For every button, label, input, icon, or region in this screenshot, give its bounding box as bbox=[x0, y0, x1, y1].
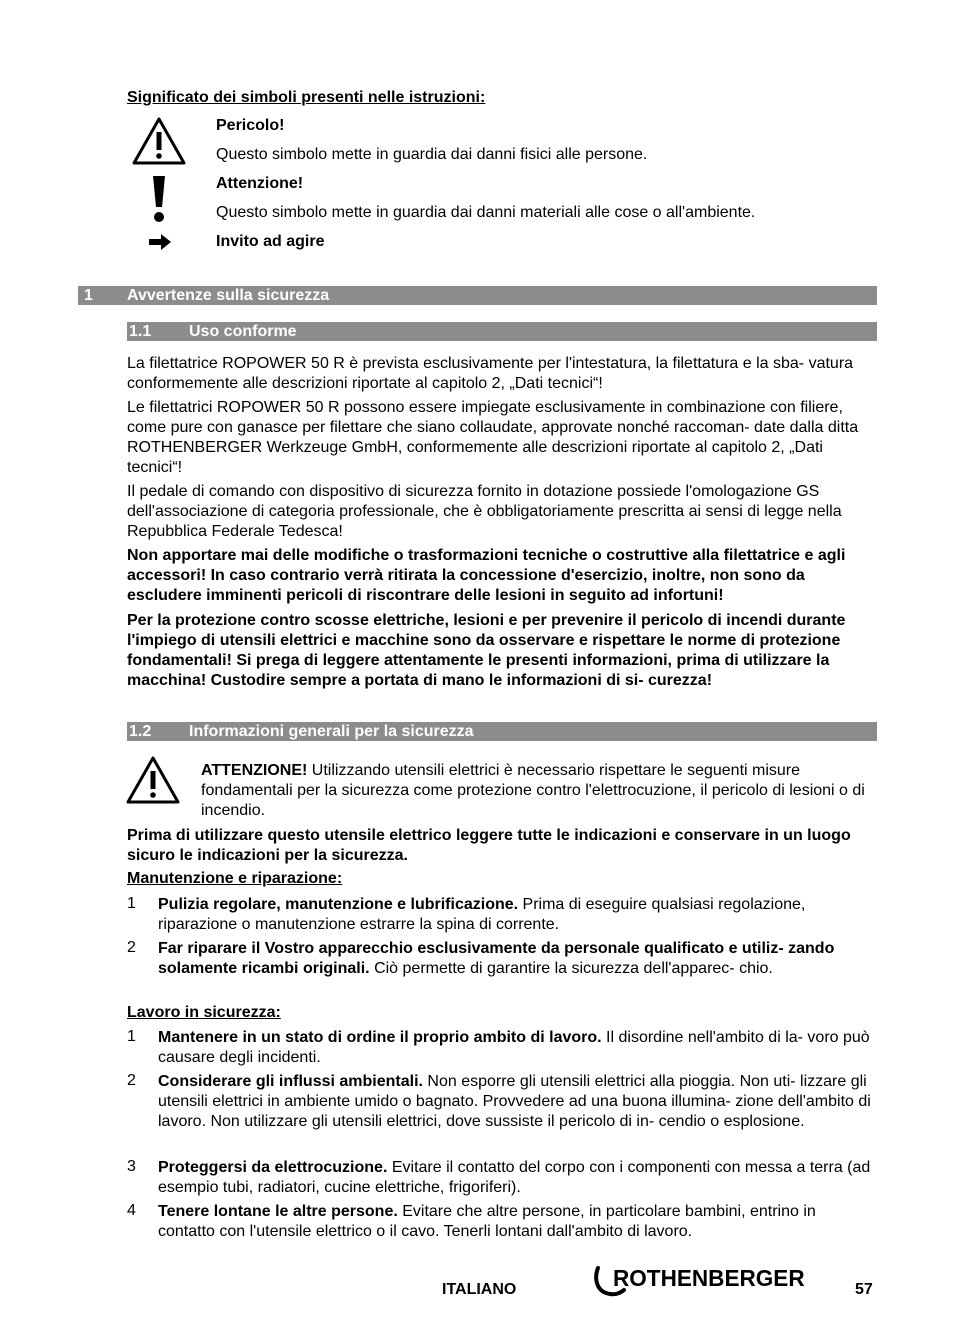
list-item-bold: Proteggersi da elettrocuzione. bbox=[158, 1159, 388, 1176]
list-number: 1 bbox=[127, 895, 136, 912]
caution-title: Attenzione! bbox=[216, 175, 304, 192]
maintenance-heading: Manutenzione e riparazione: bbox=[127, 870, 343, 887]
list-item-text: Ciò permette di garantire la sicurezza dell'apparec- chio. bbox=[369, 960, 773, 977]
list-number: 2 bbox=[127, 1072, 136, 1089]
list-item-bold: Considerare gli influssi ambientali. bbox=[158, 1073, 423, 1090]
paragraph-warning: Non apportare mai delle modifiche o trasformazioni tecniche o costruttive alla filettatrice e agli accessori! In caso contrario verrà ritirata la concessione d'esercizio, inoltre, non sono da escludere imminenti pericoli di riscontrare delle lesioni in seguito ad infortuni! bbox=[127, 547, 846, 604]
list-item-text: Evitare che altre persone, in particolare bambini, entrino in contatto con l'utensile elettrico o il cavo. Tenerli lontani dall'ambito di lavoro. bbox=[158, 1203, 816, 1240]
intro-paragraph: Prima di utilizzare questo utensile elettrico leggere tutte le indicazioni e conservare in un luogo sicuro le indicazioni per la sicurezza. bbox=[127, 827, 851, 864]
section-number: 1 bbox=[84, 287, 93, 304]
arrow-right-icon bbox=[147, 232, 173, 252]
list-item bbox=[127, 1202, 872, 1242]
section-number: 1.1 bbox=[129, 323, 152, 340]
list-item-text: Non esporre gli utensili elettrici alla pioggia. Non uti- lizzare gli utensili elettrici in ambiente umido o bagnato. Provvedere ad una buona illumina- zione dell'ambito di lavoro. Non utilizzare gli utensili elettrici, dove sussiste il pericolo di in- cendio o esplosione. bbox=[158, 1073, 871, 1130]
footer-language: ITALIANO bbox=[442, 1281, 517, 1298]
list-item-bold: Mantenere in un stato di ordine il proprio ambito di lavoro. bbox=[158, 1029, 602, 1046]
section-number: 1.2 bbox=[129, 723, 152, 740]
symbols-heading: Significato dei simboli presenti nelle istruzioni: bbox=[127, 89, 486, 106]
list-item bbox=[127, 895, 872, 935]
list-number: 1 bbox=[127, 1028, 136, 1045]
paragraph: La filettatrice ROPOWER 50 R è prevista esclusivamente per l'intestatura, la filettatura e la sba- vatura conformemente alle descrizioni riportate al capitolo 2, „Dati tecnici“! bbox=[127, 355, 854, 392]
section-1-1-header bbox=[127, 322, 877, 341]
exclamation-icon bbox=[150, 173, 168, 225]
section-title: Uso conforme bbox=[189, 323, 297, 340]
brand-logo bbox=[592, 1264, 830, 1298]
paragraph-warning: Per la protezione contro scosse elettriche, lesioni e per prevenire il pericolo di incendi durante l'impiego di utensili elettrici e macchine sono da osservare e rispettare le norme di protezione fondamentali! Si prega di leggere attentamente le presenti informazioni, prima di utilizzare la macchina! Custodire sempre a portata di mano le informazioni di si- curezza! bbox=[127, 612, 846, 689]
section-1-1-body bbox=[127, 354, 872, 691]
danger-title: Pericolo! bbox=[216, 117, 285, 134]
list-number: 4 bbox=[127, 1202, 136, 1219]
list-number: 3 bbox=[127, 1158, 136, 1175]
section-1-header bbox=[78, 286, 877, 305]
brand-name: ROTHENBERGER bbox=[613, 1265, 805, 1291]
paragraph: Il pedale di comando con dispositivo di sicurezza fornito in dotazione possiede l'omologazione GS dell'associazione di categoria professionale, che è obbligatoriamente prescritta ai sensi di legge nella Repubblica Federale Tedesca! bbox=[127, 483, 842, 540]
warning-triangle-icon bbox=[125, 755, 181, 805]
work-safety-heading: Lavoro in sicurezza: bbox=[127, 1004, 281, 1021]
attention-label: ATTENZIONE! bbox=[201, 762, 308, 779]
list-item bbox=[127, 1158, 872, 1198]
list-item-bold: Far riparare il Vostro apparecchio esclusivamente da personale qualificato e utiliz- zando solamente ricambi originali. bbox=[158, 940, 835, 977]
section-1-2-header bbox=[127, 722, 877, 741]
attention-note bbox=[201, 761, 873, 821]
page-number: 57 bbox=[855, 1281, 873, 1298]
list-item-bold: Tenere lontane le altre persone. bbox=[158, 1203, 398, 1220]
section-title: Informazioni generali per la sicurezza bbox=[189, 723, 474, 740]
list-item bbox=[127, 1072, 872, 1132]
list-number: 2 bbox=[127, 939, 136, 956]
list-item-text: Prima di eseguire qualsiasi regolazione, riparazione o manutenzione estrarre la spina di corrente. bbox=[158, 896, 806, 933]
list-item bbox=[127, 1028, 872, 1068]
danger-text: Questo simbolo mette in guardia dai danni fisici alle persone. bbox=[216, 146, 648, 163]
action-title: Invito ad agire bbox=[216, 233, 325, 250]
list-item-text: Evitare il contatto del corpo con i componenti con messa a terra (ad esempio tubi, radiatori, cucine elettriche, frigoriferi). bbox=[158, 1159, 871, 1196]
list-item bbox=[127, 939, 872, 979]
warning-triangle-icon bbox=[131, 116, 187, 166]
section-title: Avvertenze sulla sicurezza bbox=[127, 287, 330, 304]
caution-text: Questo simbolo mette in guardia dai danni materiali alle cose o all'ambiente. bbox=[216, 204, 756, 221]
attention-text: Utilizzando utensili elettrici è necessario rispettare le seguenti misure fondamentali per la sicurezza come protezione contro l'elettrocuzione, il pericolo di lesioni o di incendio. bbox=[201, 762, 865, 819]
list-item-text: Il disordine nell'ambito di la- voro può causare degli incidenti. bbox=[158, 1029, 870, 1066]
list-item-bold: Pulizia regolare, manutenzione e lubrificazione. bbox=[158, 896, 519, 913]
paragraph: Le filettatrici ROPOWER 50 R possono essere impiegate esclusivamente in combinazione con filiere, come pure con ganasce per filettare che siano collaudate, approvate nonché raccoman- date dalla ditta ROTHENBERGER Werkzeuge GmbH, conformemente alle descrizioni riportate al capitolo 2, „Dati tecnici“! bbox=[127, 399, 859, 476]
